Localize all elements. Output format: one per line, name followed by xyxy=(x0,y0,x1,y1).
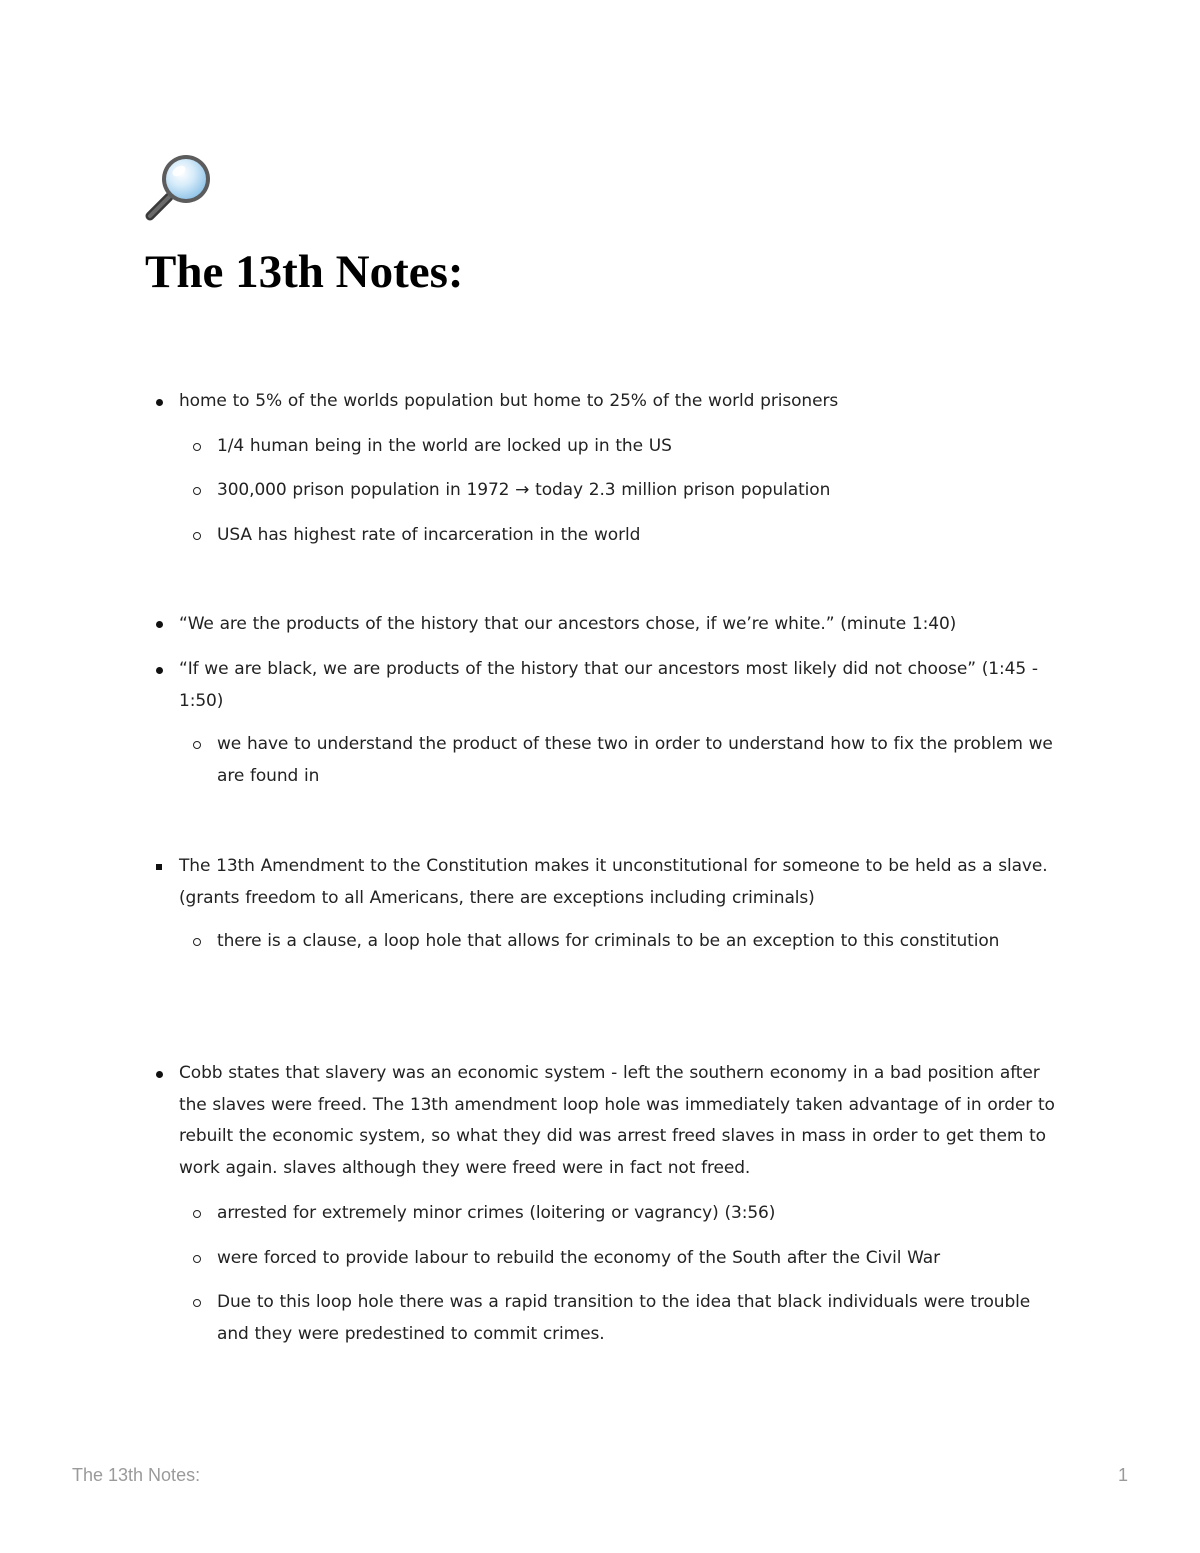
sub-list-item: USA has highest rate of incarceration in the world xyxy=(217,525,641,545)
circle-bullet-icon xyxy=(193,532,201,540)
disc-bullet-icon xyxy=(156,1071,163,1078)
list-item: “If we are black, we are products of the history that our ancestors most likely did not choose” (1:45 - 1:50) xyxy=(179,659,1038,711)
circle-bullet-icon xyxy=(193,443,201,451)
sub-list-item: there is a clause, a loop hole that allows for criminals to be an exception to this constitution xyxy=(217,931,1000,951)
list-item: Cobb states that slavery was an economic system - left the southern economy in a bad position after the slaves were freed. The 13th amendment loop hole was immediately taken advantage of in order to rebuilt the economic system, so what they did was arrest freed slaves in mass in order to get them to work again. slaves although they were freed were in fact not freed. xyxy=(179,1063,1055,1178)
sub-list-item: were forced to provide labour to rebuild the economy of the South after the Civil War xyxy=(217,1248,940,1268)
sub-list-item: Due to this loop hole there was a rapid transition to the idea that black individuals were trouble and they were predestined to commit crimes. xyxy=(217,1292,1031,1344)
sub-list-item: 300,000 prison population in 1972 → today 2.3 million prison population xyxy=(217,480,831,500)
circle-bullet-icon xyxy=(193,938,201,946)
circle-bullet-icon xyxy=(193,1299,201,1307)
square-bullet-icon xyxy=(156,864,162,870)
disc-bullet-icon xyxy=(156,399,163,406)
footer-title: The 13th Notes: xyxy=(72,1465,201,1485)
circle-bullet-icon xyxy=(193,1210,201,1218)
sub-list-item: we have to understand the product of these two in order to understand how to fix the problem we are found in xyxy=(217,734,1053,786)
page-number: 1 xyxy=(1117,1465,1128,1485)
disc-bullet-icon xyxy=(156,621,163,628)
sub-list-item: arrested for extremely minor crimes (loitering or vagrancy) (3:56) xyxy=(217,1203,776,1223)
magnifying-glass-icon xyxy=(143,152,223,224)
list-item: home to 5% of the worlds population but home to 25% of the world prisoners xyxy=(179,391,839,411)
list-item: The 13th Amendment to the Constitution makes it unconstitutional for someone to be held as a slave. (grants freedom to all Americans, there are exceptions including criminals) xyxy=(179,856,1048,908)
page-title: The 13th Notes: xyxy=(145,246,464,298)
list-item: “We are the products of the history that our ancestors chose, if we’re white.” (minute 1:40) xyxy=(179,614,957,634)
sub-list-item: 1/4 human being in the world are locked up in the US xyxy=(217,436,672,456)
circle-bullet-icon xyxy=(193,741,201,749)
disc-bullet-icon xyxy=(156,667,163,674)
circle-bullet-icon xyxy=(193,1255,201,1263)
circle-bullet-icon xyxy=(193,487,201,495)
